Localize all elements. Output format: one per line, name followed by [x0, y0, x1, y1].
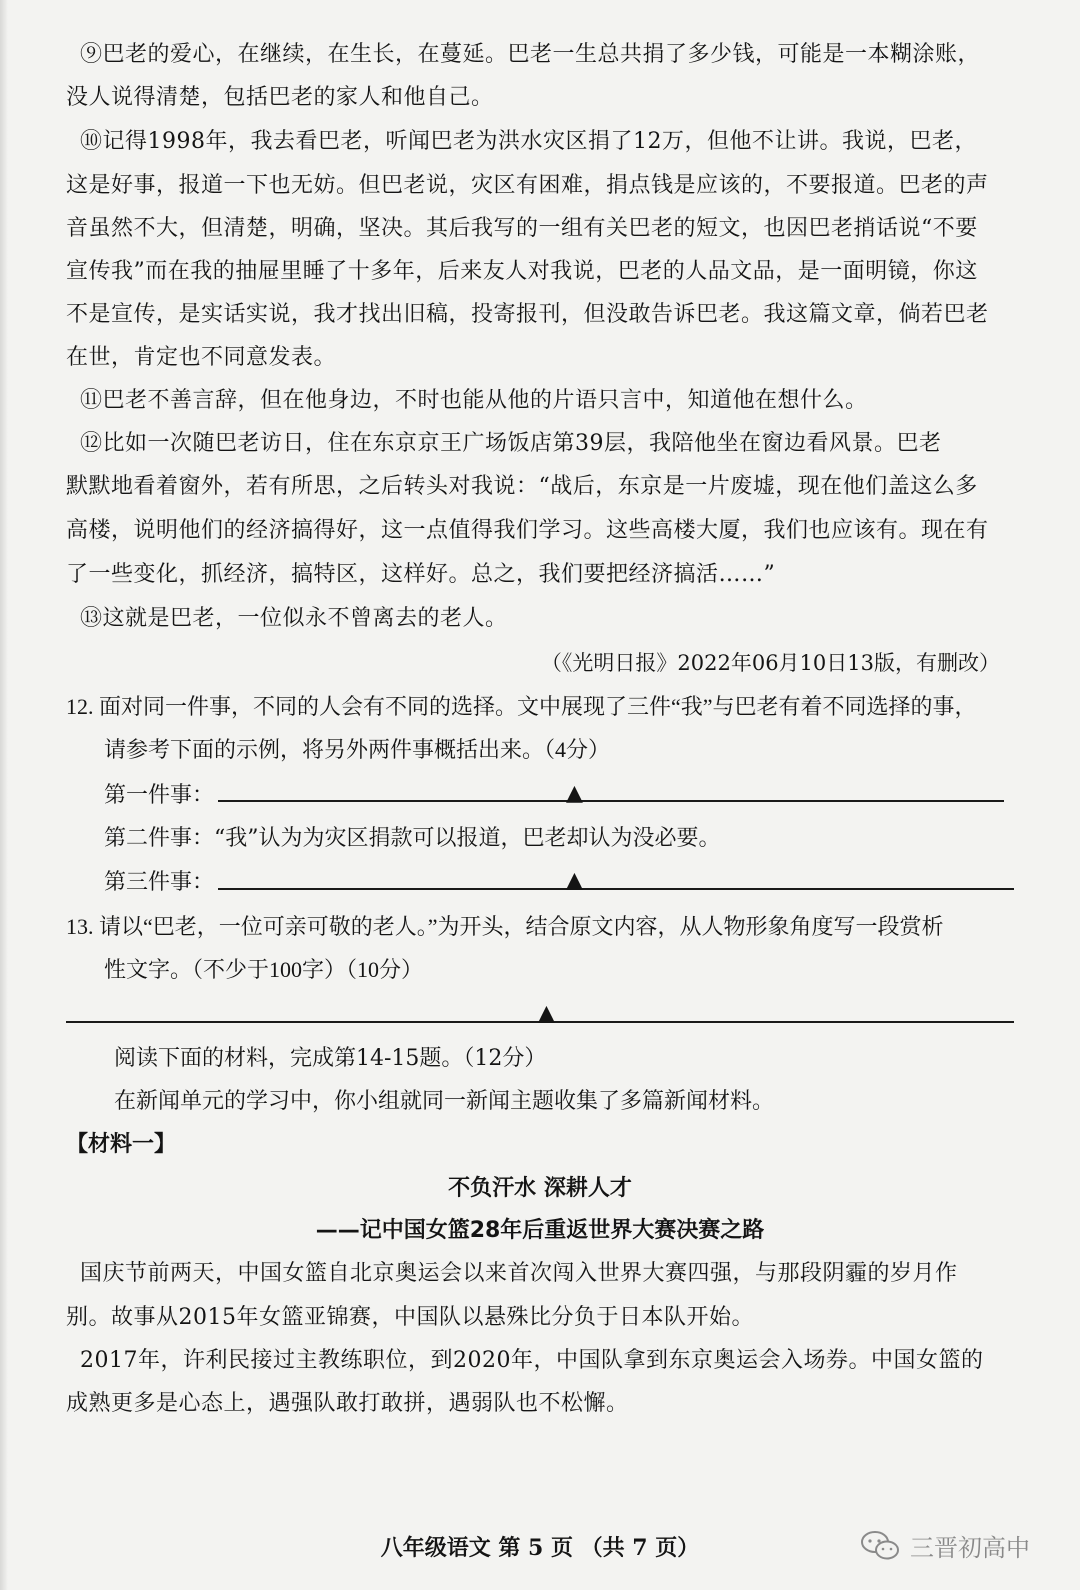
watermark — [860, 1528, 1030, 1563]
article-para-2-line-2: 成熟更多是心态上，遇强队敢打敢拼，遇弱队也不松懈。 — [66, 1391, 629, 1416]
para-10-line-4: 宣传我”而在我的抽屉里睡了十多年，后来友人对我说，巴老的人品文品，是一面明镜，你这 — [66, 259, 978, 284]
first-event-answer-marker: ▲ — [566, 781, 583, 806]
para-11-line-1: ⑪巴老不善言辞，但在他身边，不时也能从他的片语只言中，知道他在想什么。 — [80, 388, 868, 413]
article-para-1-line-2: 别。故事从2015年女篮亚锦赛，中国队以悬殊比分负于日本队开始。 — [66, 1305, 754, 1330]
scan-edge-shadow — [0, 0, 8, 1590]
first-event-label: 第一件事： — [104, 783, 215, 808]
reading-context: 在新闻单元的学习中，你小组就同一新闻主题收集了多篇新闻材料。 — [114, 1089, 775, 1114]
para-9-line-2: 没人说得清楚，包括巴老的家人和他自己。 — [66, 85, 494, 110]
question-12-line-1: 12. 面对同一件事，不同的人会有不同的选择。文中展现了三件“我”与巴老有着不同选择的事， — [66, 694, 977, 719]
third-event-answer-line[interactable] — [218, 888, 1014, 890]
para-13-line-1: ⑬这就是巴老，一位似永不曾离去的老人。 — [80, 606, 508, 631]
para-12-line-1: ⑫比如一次随巴老访日，住在东京京王广场饭店第39层，我陪他坐在窗边看风景。巴老 — [80, 431, 942, 456]
para-10-line-5: 不是宣传，是实话实说，我才找出旧稿，投寄报刊，但没敢告诉巴老。我这篇文章，倘若巴老 — [66, 302, 989, 327]
second-event-example: 第二件事：“我”认为为灾区捐款可以报道，巴老却认为没必要。 — [104, 826, 721, 851]
para-10-line-6: 在世，肯定也不同意发表。 — [66, 345, 337, 370]
para-12-line-4: 了一些变化，抓经济，搞特区，这样好。总之，我们要把经济搞活……” — [66, 562, 776, 587]
para-10-line-1: ⑩记得1998年，我去看巴老，听闻巴老为洪水灾区捐了12万，但他不让讲。我说，巴老， — [80, 129, 977, 154]
para-10-line-3: 音虽然不大，但清楚，明确，坚决。其后我写的一组有关巴老的短文，也因巴老捎话说“不要 — [66, 216, 978, 241]
article-title: 不负汗水 深耕人才 — [448, 1176, 632, 1201]
first-event-answer-line[interactable] — [218, 800, 1004, 802]
para-12-line-3: 高楼，说明他们的经济搞得好，这一点值得我们学习。这些高楼大厦，我们也应该有。现在有 — [66, 518, 989, 543]
question-13-line-1: 13. 请以“巴老，一位可亲可敬的老人。”为开头，结合原文内容，从人物形象角度写一段赏析 — [66, 914, 944, 939]
third-event-label: 第三件事： — [104, 870, 215, 895]
article-para-2-line-1: 2017年，许利民接过主教练职位，到2020年，中国队拿到东京奥运会入场券。中国女篮的 — [80, 1348, 984, 1373]
third-event-answer-marker: ▲ — [566, 868, 583, 893]
page-footer: 八年级语文 第 5 页 （共 7 页） — [380, 1535, 700, 1561]
para-12-line-2: 默默地看着窗外，若有所思，之后转头对我说：“战后，东京是一片废墟，现在他们盖这么多 — [66, 474, 978, 499]
source-citation: （《光明日报》2022年06月10日13版，有删改） — [540, 651, 1000, 675]
chat-bubbles-icon — [860, 1529, 900, 1563]
question-13-answer-marker: ▲ — [538, 1001, 555, 1026]
material-one-tag: 【材料一】 — [66, 1132, 177, 1157]
para-10-line-2: 这是好事，报道一下也无妨。但巴老说，灾区有困难，捐点钱是应该的，不要报道。巴老的声 — [66, 173, 989, 198]
article-para-1-line-1: 国庆节前两天，中国女篮自北京奥运会以来首次闯入世界大赛四强，与那段阴霾的岁月作 — [80, 1261, 958, 1286]
watermark-text: 三晋初高中 — [910, 1534, 1030, 1562]
reading-intro: 阅读下面的材料，完成第14-15题。（12分） — [114, 1046, 547, 1071]
question-13-line-2: 性文字。（不少于100字）（10分） — [104, 957, 424, 982]
question-12-line-2: 请参考下面的示例，将另外两件事概括出来。（4分） — [104, 737, 611, 762]
para-9-line-1: ⑨巴老的爱心，在继续，在生长，在蔓延。巴老一生总共捐了多少钱，可能是一本糊涂账， — [80, 42, 981, 67]
article-subtitle: ——记中国女篮28年后重返世界大赛决赛之路 — [315, 1218, 765, 1243]
